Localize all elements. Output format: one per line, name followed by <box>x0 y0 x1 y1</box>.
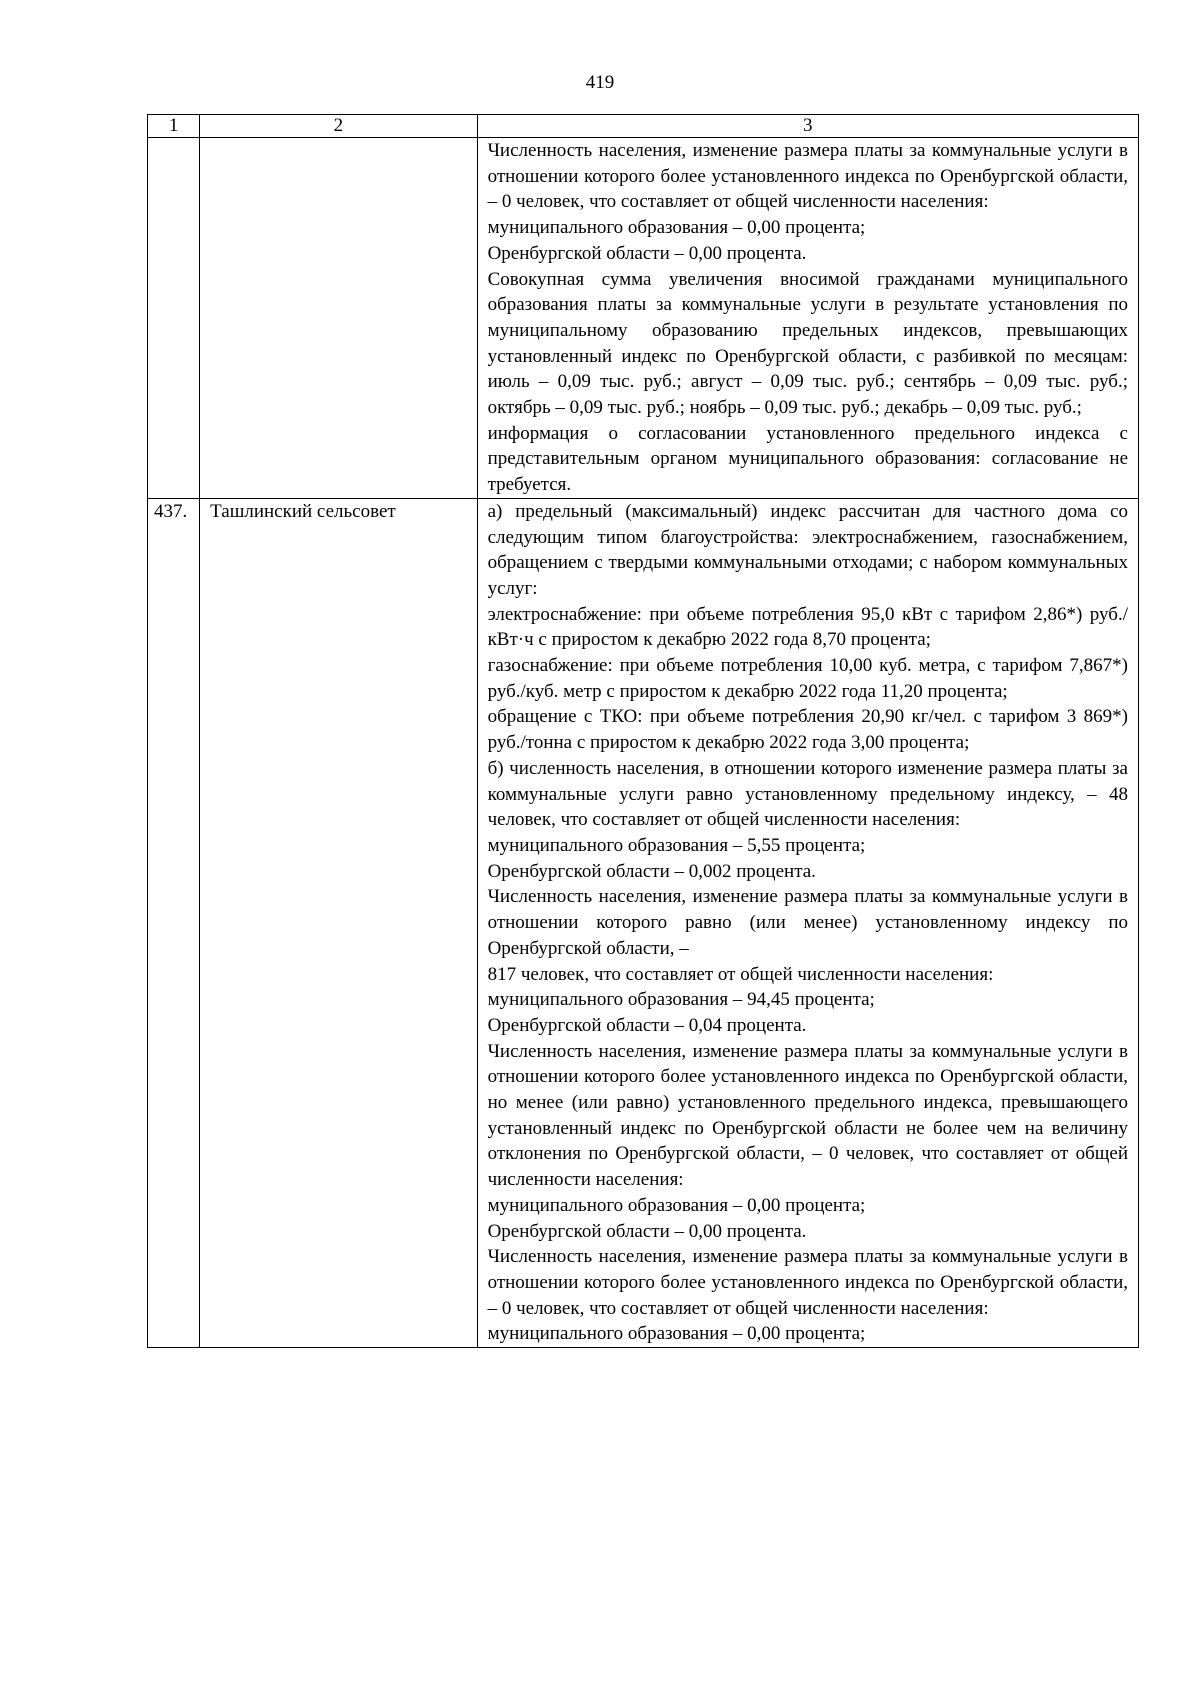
row-number-cell: 437. <box>148 498 200 1347</box>
paragraph: Оренбургской области – 0,00 процента. <box>487 1220 807 1242</box>
paragraph: Численность населения, изменение размера платы за коммунальные услуги в отношении которого более установленного индекса по Оренбургской области, но менее (или равно) установленного предельного индекса, превышающего установленный индекс по Оренбургской области не более чем на величину отклонения по Оренбургской области, – 0 человек, что составляет от общей численности населения: <box>487 1040 1128 1191</box>
row-number-cell <box>148 138 200 499</box>
paragraph: Совокупная сумма увеличения вносимой гражданами муниципального образования платы за коммунальные услуги в результате установления по муниципальному образованию предельных индексов, превышающих установленный индекс по Оренбургской области, с разбивкой по месяцам: июль – 0,09 тыс. руб.; август – 0,09 тыс. руб.; сентябрь – 0,09 тыс. руб.; октябрь – 0,09 тыс. руб.; ноябрь – 0,09 тыс. руб.; декабрь – 0,09 тыс. руб.; <box>487 268 1128 419</box>
paragraph: Численность населения, изменение размера платы за коммунальные услуги в отношении которого более установленного индекса по Оренбургской области, – 0 человек, что составляет от общей численности населения: <box>487 140 1128 213</box>
paragraph: Оренбургской области – 0,04 процента. <box>487 1014 807 1036</box>
municipality-name-cell: Ташлинский сельсовет <box>200 498 477 1347</box>
row-content-cell <box>477 498 1138 1347</box>
paragraph: Оренбургской области – 0,002 процента. <box>487 860 816 882</box>
paragraph: а) предельный (максимальный) индекс рассчитан для частного дома со следующим типом благоустройства: электроснабжением, газоснабжением, обращением с твердыми коммунальными отходами; с набором коммунальных услуг: <box>487 500 1128 599</box>
paragraph: обращение с ТКО: при объеме потребления 20,90 кг/чел. с тарифом 3 869*) руб./тонна с приростом к декабрю 2022 года 3,00 процента; <box>487 706 1128 754</box>
paragraph: Численность населения, изменение размера платы за коммунальные услуги в отношении которого равно (или менее) установленному индексу по Оренбургской области, – <box>487 886 1128 959</box>
paragraph: муниципального образования – 94,45 процента; <box>487 989 875 1011</box>
paragraph: электроснабжение: при объеме потребления 95,0 кВт с тарифом 2,86*) руб./кВт·ч с приростом к декабрю 2022 года 8,70 процента; <box>487 603 1128 651</box>
paragraph: газоснабжение: при объеме потребления 10,00 куб. метра, с тарифом 7,867*) руб./куб. метр с приростом к декабрю 2022 года 11,20 процента; <box>487 655 1128 702</box>
row-content-cell <box>477 138 1138 499</box>
table-header-row <box>148 115 1139 138</box>
paragraph: Численность населения, изменение размера платы за коммунальные услуги в отношении которого более установленного индекса по Оренбургской области, – 0 человек, что составляет от общей численности населения: <box>487 1246 1128 1319</box>
paragraph: б) численность населения, в отношении которого изменение размера платы за коммунальные услуги равно установленному предельному индексу, – 48 человек, что составляет от общей численности населения: <box>487 757 1128 831</box>
paragraph: Оренбургской области – 0,00 процента. <box>487 242 807 264</box>
paragraph: муниципального образования – 0,00 процента; <box>487 1323 866 1345</box>
paragraph: муниципального образования – 5,55 процента; <box>487 834 866 856</box>
paragraph: информация о согласовании установленного предельного индекса с представительным органом муниципального образования: согласование не требуется. <box>487 422 1128 496</box>
paragraph: 817 человек, что составляет от общей численности населения: <box>487 963 994 985</box>
municipality-name-cell <box>200 138 477 499</box>
table-row-continuation <box>148 138 1139 499</box>
column-header-2: 2 <box>200 115 477 138</box>
table-row-437 <box>148 498 1139 1347</box>
column-header-3: 3 <box>477 115 1138 138</box>
paragraph: муниципального образования – 0,00 процента; <box>487 217 866 239</box>
data-table <box>147 114 1139 1348</box>
column-header-1: 1 <box>148 115 200 138</box>
paragraph: муниципального образования – 0,00 процента; <box>487 1194 866 1216</box>
page-number: 419 <box>585 72 615 93</box>
